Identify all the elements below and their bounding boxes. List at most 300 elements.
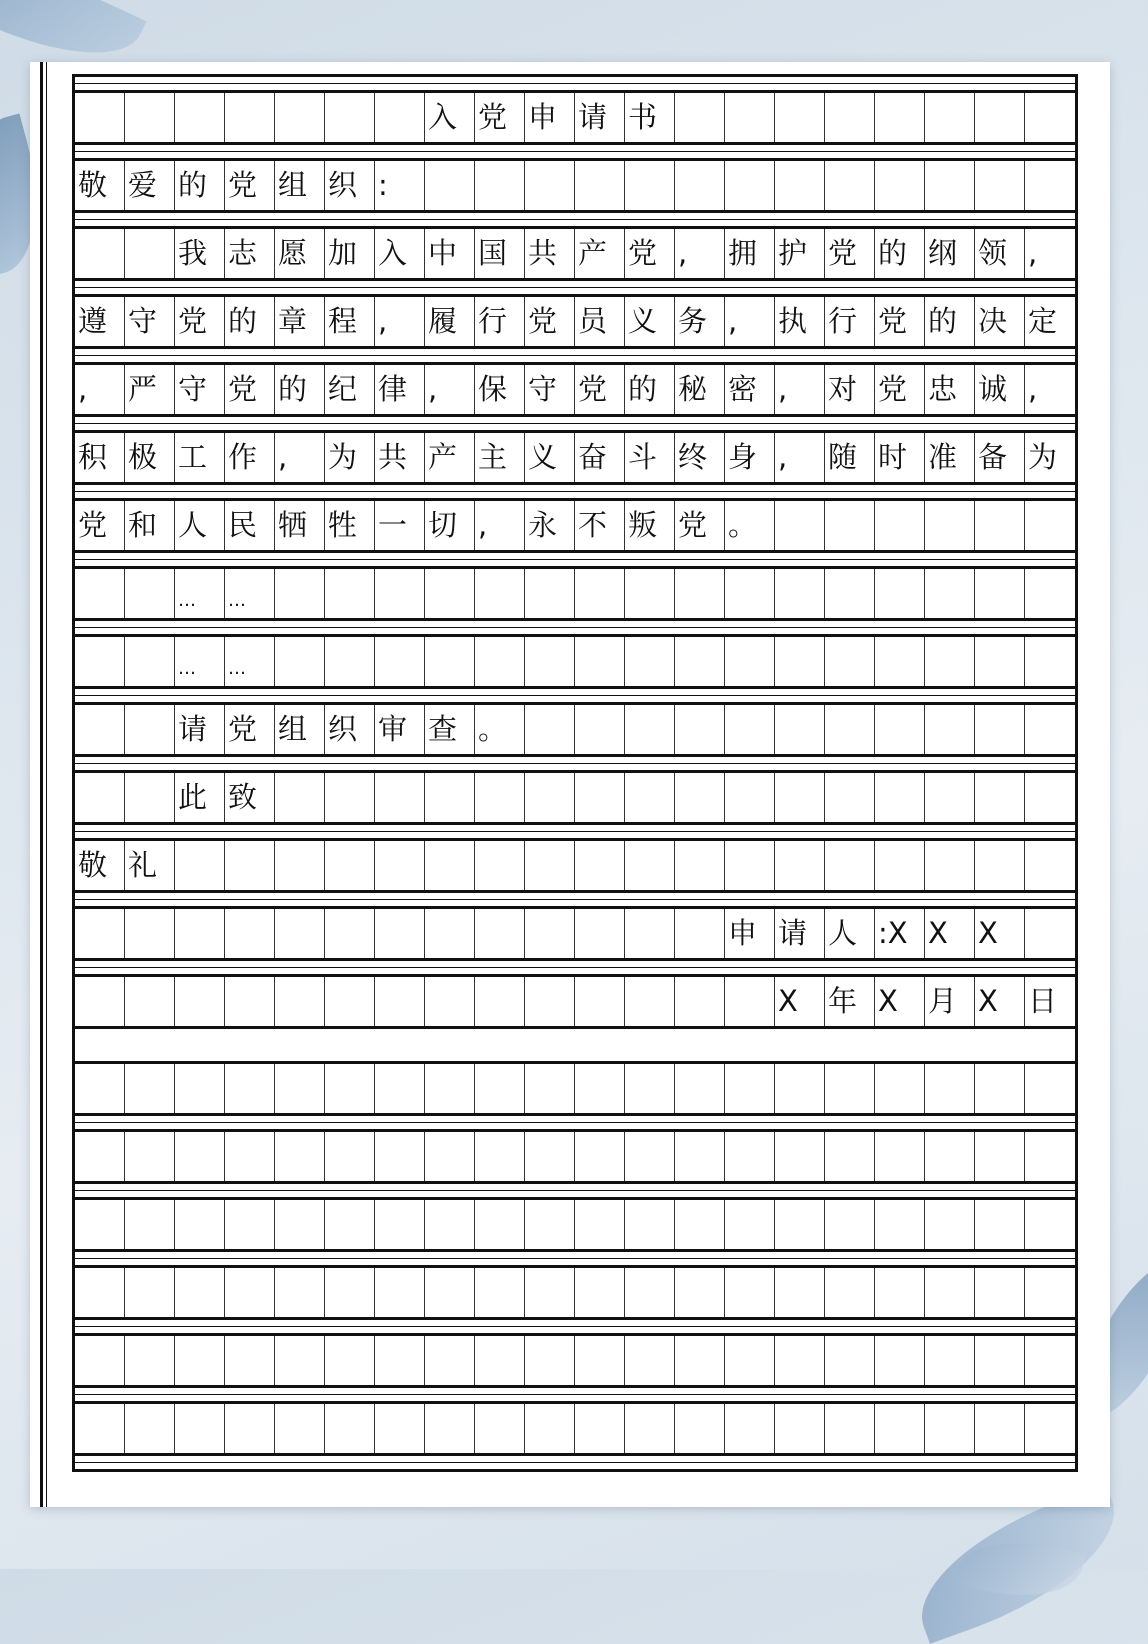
grid-cell bbox=[775, 637, 825, 686]
row-gap bbox=[75, 1113, 1075, 1132]
grid-cell bbox=[75, 1064, 125, 1113]
grid-cell bbox=[775, 1404, 825, 1453]
grid-cell bbox=[975, 773, 1025, 822]
grid-cell bbox=[925, 1268, 975, 1317]
grid-cell bbox=[825, 1064, 875, 1113]
grid-cell bbox=[725, 1064, 775, 1113]
grid-cell bbox=[125, 977, 175, 1026]
grid-cell bbox=[575, 841, 625, 890]
grid-cell bbox=[275, 1404, 325, 1453]
grid-cell: 极 bbox=[125, 433, 175, 482]
grid-cell bbox=[1025, 773, 1075, 822]
grid-cell bbox=[575, 1404, 625, 1453]
grid-cell: , bbox=[75, 365, 125, 414]
grid-cell bbox=[625, 773, 675, 822]
grid-cell: 履 bbox=[425, 297, 475, 346]
grid-cell: 中 bbox=[425, 229, 475, 278]
grid-cell: 主 bbox=[475, 433, 525, 482]
grid-cell bbox=[675, 569, 725, 618]
grid-cell bbox=[275, 1132, 325, 1181]
grid-cell bbox=[825, 1404, 875, 1453]
grid-cell bbox=[875, 705, 925, 754]
grid-cell bbox=[925, 569, 975, 618]
grid-cell bbox=[275, 1268, 325, 1317]
grid-cell bbox=[375, 1404, 425, 1453]
grid-cell bbox=[75, 705, 125, 754]
grid-cell: 诚 bbox=[975, 365, 1025, 414]
grid-cell bbox=[275, 1336, 325, 1385]
grid-cell: , bbox=[475, 501, 525, 550]
grid-cell bbox=[975, 161, 1025, 210]
row-gap bbox=[75, 1317, 1075, 1336]
grid-cell: X bbox=[925, 909, 975, 958]
grid-cell: 申 bbox=[525, 93, 575, 142]
grid-cell: :X bbox=[875, 909, 925, 958]
grid-cell bbox=[375, 909, 425, 958]
grid-cell bbox=[75, 1404, 125, 1453]
grid-cell: 章 bbox=[275, 297, 325, 346]
grid-paper bbox=[30, 62, 1110, 1507]
grid-row bbox=[75, 1336, 1075, 1385]
grid-cell bbox=[625, 1336, 675, 1385]
grid-cell bbox=[825, 501, 875, 550]
grid-cell bbox=[825, 1132, 875, 1181]
grid-cell: 党 bbox=[525, 297, 575, 346]
grid-cell bbox=[125, 909, 175, 958]
grid-cell: 护 bbox=[775, 229, 825, 278]
grid-cell bbox=[525, 841, 575, 890]
grid-row bbox=[75, 1064, 1075, 1113]
grid-cell bbox=[725, 569, 775, 618]
grid-cell bbox=[75, 1132, 125, 1181]
grid-cell bbox=[975, 569, 1025, 618]
grid-cell bbox=[475, 773, 525, 822]
grid-cell bbox=[75, 93, 125, 142]
grid-row bbox=[75, 773, 1075, 822]
grid-cell: 愿 bbox=[275, 229, 325, 278]
grid-cell bbox=[425, 1404, 475, 1453]
grid-cell: 随 bbox=[825, 433, 875, 482]
grid-cell bbox=[175, 93, 225, 142]
grid-cell bbox=[325, 841, 375, 890]
grid-cell bbox=[475, 1336, 525, 1385]
grid-row bbox=[75, 637, 1075, 686]
grid-cell: 日 bbox=[1028, 984, 1058, 1018]
grid-cell bbox=[475, 1064, 525, 1113]
grid-cell: : bbox=[375, 161, 425, 210]
row-gap bbox=[75, 346, 1075, 365]
grid-cell bbox=[925, 1132, 975, 1181]
grid-cell bbox=[725, 841, 775, 890]
grid-cell bbox=[825, 705, 875, 754]
grid-cell bbox=[125, 773, 175, 822]
grid-cell: 书 bbox=[625, 93, 675, 142]
grid-cell bbox=[375, 1200, 425, 1249]
grid-cell: 的 bbox=[875, 229, 925, 278]
row-gap bbox=[75, 754, 1075, 773]
grid-cell bbox=[425, 161, 475, 210]
grid-cell bbox=[625, 909, 675, 958]
grid-cell bbox=[125, 1268, 175, 1317]
grid-cell bbox=[275, 977, 325, 1026]
grid-cell: 查 bbox=[425, 705, 475, 754]
grid-cell bbox=[575, 1132, 625, 1181]
grid-cell: 义 bbox=[525, 433, 575, 482]
grid-cell bbox=[125, 705, 175, 754]
grid-row bbox=[75, 909, 1075, 958]
grid-cell: X bbox=[975, 909, 1025, 958]
grid-cell: 遵 bbox=[75, 297, 125, 346]
grid-cell bbox=[225, 1132, 275, 1181]
grid-cell: 准 bbox=[925, 433, 975, 482]
grid-cell: 。 bbox=[475, 705, 525, 754]
row-gap bbox=[75, 414, 1075, 433]
grid-cell bbox=[75, 229, 125, 278]
grid-cell: 和 bbox=[125, 501, 175, 550]
grid-cell bbox=[975, 637, 1025, 686]
grid-cell bbox=[825, 841, 875, 890]
grid-cell: 入 bbox=[375, 229, 425, 278]
grid-cell: 党 bbox=[875, 297, 925, 346]
grid-cell bbox=[525, 705, 575, 754]
grid-cell bbox=[475, 1268, 525, 1317]
grid-cell bbox=[925, 1064, 975, 1113]
grid-cell: 牲 bbox=[325, 501, 375, 550]
grid-row bbox=[75, 365, 1075, 414]
grid-cell: 爱 bbox=[125, 161, 175, 210]
grid-cell bbox=[525, 773, 575, 822]
grid-cell bbox=[825, 1200, 875, 1249]
grid-cell bbox=[875, 1268, 925, 1317]
grid-cell bbox=[725, 637, 775, 686]
grid-cell bbox=[375, 1064, 425, 1113]
grid-cell bbox=[175, 1064, 225, 1113]
grid-cell: 密 bbox=[725, 365, 775, 414]
grid-cell bbox=[325, 1132, 375, 1181]
grid-row bbox=[75, 501, 1075, 550]
grid-cell: 忠 bbox=[925, 365, 975, 414]
grid-cell bbox=[875, 841, 925, 890]
grid-cell bbox=[175, 1132, 225, 1181]
grid-cell: 我 bbox=[175, 229, 225, 278]
grid-cell bbox=[375, 1268, 425, 1317]
grid-cell bbox=[825, 569, 875, 618]
grid-cell: 作 bbox=[225, 433, 275, 482]
grid-cell bbox=[675, 977, 725, 1026]
grid-cell: 志 bbox=[225, 229, 275, 278]
grid-row bbox=[75, 229, 1075, 278]
grid-cell bbox=[975, 1268, 1025, 1317]
grid-cell bbox=[825, 161, 875, 210]
grid-cell: 党 bbox=[475, 93, 525, 142]
grid-cell: 的 bbox=[175, 161, 225, 210]
grid-cell bbox=[425, 773, 475, 822]
grid-cell bbox=[975, 93, 1025, 142]
grid-cell bbox=[1025, 1200, 1075, 1249]
grid-cell bbox=[225, 1200, 275, 1249]
grid-cell: 备 bbox=[975, 433, 1025, 482]
grid-cell bbox=[675, 1336, 725, 1385]
row-gap bbox=[75, 142, 1075, 161]
grid-cell: 民 bbox=[225, 501, 275, 550]
grid-cell: 拥 bbox=[725, 229, 775, 278]
row-gap bbox=[75, 1249, 1075, 1268]
grid-cell bbox=[275, 637, 325, 686]
grid-cell bbox=[325, 1268, 375, 1317]
grid-cell bbox=[625, 705, 675, 754]
grid-cell bbox=[625, 161, 675, 210]
row-gap bbox=[75, 822, 1075, 841]
grid-cell bbox=[125, 637, 175, 686]
grid-cell: 奋 bbox=[575, 433, 625, 482]
grid-cell bbox=[575, 637, 625, 686]
grid-cell: 工 bbox=[175, 433, 225, 482]
grid-cell bbox=[875, 569, 925, 618]
grid-cell bbox=[325, 569, 375, 618]
grid-cell bbox=[775, 705, 825, 754]
grid-row bbox=[75, 1200, 1075, 1249]
grid-cell: 党 bbox=[225, 161, 275, 210]
grid-cell bbox=[175, 1268, 225, 1317]
grid-cell bbox=[125, 1064, 175, 1113]
grid-cell: 此 bbox=[175, 773, 225, 822]
grid-cell bbox=[675, 1064, 725, 1113]
grid-cell bbox=[875, 1336, 925, 1385]
grid-cell: 产 bbox=[425, 433, 475, 482]
grid-cell bbox=[775, 501, 825, 550]
grid-cell: 致 bbox=[225, 773, 275, 822]
grid-cell bbox=[925, 1336, 975, 1385]
grid-cell bbox=[575, 909, 625, 958]
grid-cell: 请 bbox=[575, 93, 625, 142]
grid-cell: 国 bbox=[475, 229, 525, 278]
grid-cell bbox=[925, 161, 975, 210]
grid-cell bbox=[375, 1336, 425, 1385]
grid-cell bbox=[375, 1132, 425, 1181]
grid-cell bbox=[275, 1200, 325, 1249]
grid-cell bbox=[425, 637, 475, 686]
grid-row bbox=[75, 977, 1075, 1026]
grid-cell bbox=[975, 705, 1025, 754]
grid-cell bbox=[175, 977, 225, 1026]
grid-cell bbox=[275, 909, 325, 958]
grid-row bbox=[75, 1404, 1075, 1453]
grid-cell: 行 bbox=[475, 297, 525, 346]
grid-cell bbox=[175, 1200, 225, 1249]
grid-cell bbox=[225, 1268, 275, 1317]
grid-cell bbox=[475, 977, 525, 1026]
grid-cell: X bbox=[975, 977, 1025, 1026]
grid-cell bbox=[725, 705, 775, 754]
grid-cell bbox=[975, 1132, 1025, 1181]
grid-cell: 秘 bbox=[675, 365, 725, 414]
grid-cell bbox=[1025, 1336, 1075, 1385]
grid-cell: 为 bbox=[325, 433, 375, 482]
grid-cell: 申 bbox=[725, 909, 775, 958]
grid-cell bbox=[1025, 569, 1075, 618]
grid-cell bbox=[875, 1064, 925, 1113]
grid-cell: 律 bbox=[375, 365, 425, 414]
grid-cell bbox=[425, 1200, 475, 1249]
row-gap bbox=[75, 958, 1075, 977]
grid-cell: 组 bbox=[275, 161, 325, 210]
grid-cell bbox=[575, 569, 625, 618]
grid-cell bbox=[425, 1132, 475, 1181]
grid-cell bbox=[1025, 161, 1075, 210]
row-gap bbox=[75, 1181, 1075, 1200]
grid-cell: 为 bbox=[1028, 440, 1058, 474]
grid-row bbox=[75, 93, 1075, 142]
grid-cell: … bbox=[225, 637, 275, 686]
grid-cell: , bbox=[775, 365, 825, 414]
grid-cell: X bbox=[775, 977, 825, 1026]
grid-row bbox=[75, 569, 1075, 618]
grid-cell bbox=[525, 1336, 575, 1385]
grid-cell bbox=[275, 1064, 325, 1113]
grid-cell bbox=[775, 1336, 825, 1385]
grid-cell bbox=[1025, 93, 1075, 142]
grid-cell: 员 bbox=[575, 297, 625, 346]
grid-cell bbox=[375, 569, 425, 618]
grid-cell bbox=[75, 773, 125, 822]
row-gap bbox=[75, 550, 1075, 569]
grid-cell: 人 bbox=[825, 909, 875, 958]
row-gap bbox=[75, 278, 1075, 297]
grid-cell bbox=[675, 161, 725, 210]
grid-cell bbox=[525, 1268, 575, 1317]
grid-cell bbox=[525, 1132, 575, 1181]
grid-cell: 积 bbox=[75, 433, 125, 482]
grid-cell bbox=[475, 1200, 525, 1249]
grid-cell: 务 bbox=[675, 297, 725, 346]
grid-cell: 党 bbox=[175, 297, 225, 346]
grid-cell bbox=[175, 909, 225, 958]
grid-cell bbox=[675, 909, 725, 958]
row-gap bbox=[75, 74, 1075, 93]
grid-cell bbox=[325, 637, 375, 686]
grid-cell bbox=[775, 1132, 825, 1181]
grid-cell bbox=[975, 1336, 1025, 1385]
grid-cell bbox=[1025, 1268, 1075, 1317]
row-gap bbox=[75, 210, 1075, 229]
grid-cell bbox=[975, 501, 1025, 550]
grid-cell bbox=[625, 977, 675, 1026]
grid-cell bbox=[725, 161, 775, 210]
grid-cell bbox=[425, 1268, 475, 1317]
grid-cell: 党 bbox=[75, 501, 125, 550]
grid-cell: , bbox=[775, 433, 825, 482]
grid-cell bbox=[1025, 501, 1075, 550]
grid-cell bbox=[675, 705, 725, 754]
row-gap bbox=[75, 890, 1075, 909]
grid-cell bbox=[525, 637, 575, 686]
grid-cell: , bbox=[675, 229, 725, 278]
grid-cell bbox=[325, 1336, 375, 1385]
grid-cell bbox=[525, 1200, 575, 1249]
grid-cell bbox=[375, 773, 425, 822]
grid-cell bbox=[575, 161, 625, 210]
grid-cell bbox=[575, 705, 625, 754]
grid-cell bbox=[425, 1336, 475, 1385]
grid-cell bbox=[725, 1404, 775, 1453]
grid-cell bbox=[325, 977, 375, 1026]
grid-row bbox=[75, 1268, 1075, 1317]
grid-cell bbox=[475, 841, 525, 890]
grid-cell bbox=[225, 909, 275, 958]
grid-cell bbox=[475, 1132, 525, 1181]
grid-cell: 年 bbox=[825, 977, 875, 1026]
grid-cell bbox=[575, 1268, 625, 1317]
grid-cell: … bbox=[175, 637, 225, 686]
grid-cell bbox=[675, 1200, 725, 1249]
grid-cell: 人 bbox=[175, 501, 225, 550]
grid-cell: 纲 bbox=[925, 229, 975, 278]
row-gap bbox=[75, 618, 1075, 637]
row-gap-wide bbox=[75, 1026, 1075, 1064]
grid-cell: 决 bbox=[975, 297, 1025, 346]
grid-cell bbox=[875, 93, 925, 142]
grid-cell: 请 bbox=[175, 705, 225, 754]
grid-cell: 对 bbox=[825, 365, 875, 414]
grid-cell: , bbox=[425, 365, 475, 414]
grid-cell bbox=[725, 93, 775, 142]
grid-cell: 的 bbox=[625, 365, 675, 414]
grid-cell bbox=[925, 841, 975, 890]
grid-cell bbox=[125, 93, 175, 142]
grid-cell: 的 bbox=[925, 297, 975, 346]
grid-cell bbox=[775, 773, 825, 822]
grid-cell bbox=[625, 1132, 675, 1181]
grid-cell bbox=[1025, 1132, 1075, 1181]
grid-row bbox=[75, 841, 1075, 890]
grid-cell bbox=[725, 977, 775, 1026]
grid-cell bbox=[725, 1132, 775, 1181]
grid-row bbox=[75, 705, 1075, 754]
grid-cell bbox=[375, 977, 425, 1026]
grid-cell bbox=[225, 841, 275, 890]
grid-cell bbox=[325, 93, 375, 142]
row-gap bbox=[75, 1385, 1075, 1404]
grid-cell bbox=[125, 569, 175, 618]
grid-cell bbox=[425, 909, 475, 958]
grid-cell: 党 bbox=[675, 501, 725, 550]
grid-cell bbox=[725, 1268, 775, 1317]
grid-row bbox=[75, 433, 1075, 482]
grid-cell bbox=[775, 1064, 825, 1113]
grid-cell: 党 bbox=[825, 229, 875, 278]
grid-cell bbox=[525, 569, 575, 618]
grid-row bbox=[75, 1132, 1075, 1181]
grid-cell: 织 bbox=[325, 161, 375, 210]
grid-cell bbox=[575, 1200, 625, 1249]
grid-cell bbox=[675, 93, 725, 142]
grid-cell bbox=[75, 1336, 125, 1385]
grid-cell: 纪 bbox=[325, 365, 375, 414]
grid-cell: 义 bbox=[625, 297, 675, 346]
grid-cell bbox=[125, 1132, 175, 1181]
grid-cell bbox=[825, 1268, 875, 1317]
grid-cell: 。 bbox=[725, 501, 775, 550]
grid-cell bbox=[125, 1336, 175, 1385]
grid-cell bbox=[275, 841, 325, 890]
grid-cell bbox=[675, 1404, 725, 1453]
grid-cell: 组 bbox=[275, 705, 325, 754]
grid-cell bbox=[575, 1064, 625, 1113]
grid-cell bbox=[825, 93, 875, 142]
grid-cell: X bbox=[875, 977, 925, 1026]
grid-cell bbox=[225, 977, 275, 1026]
grid-cell bbox=[125, 229, 175, 278]
